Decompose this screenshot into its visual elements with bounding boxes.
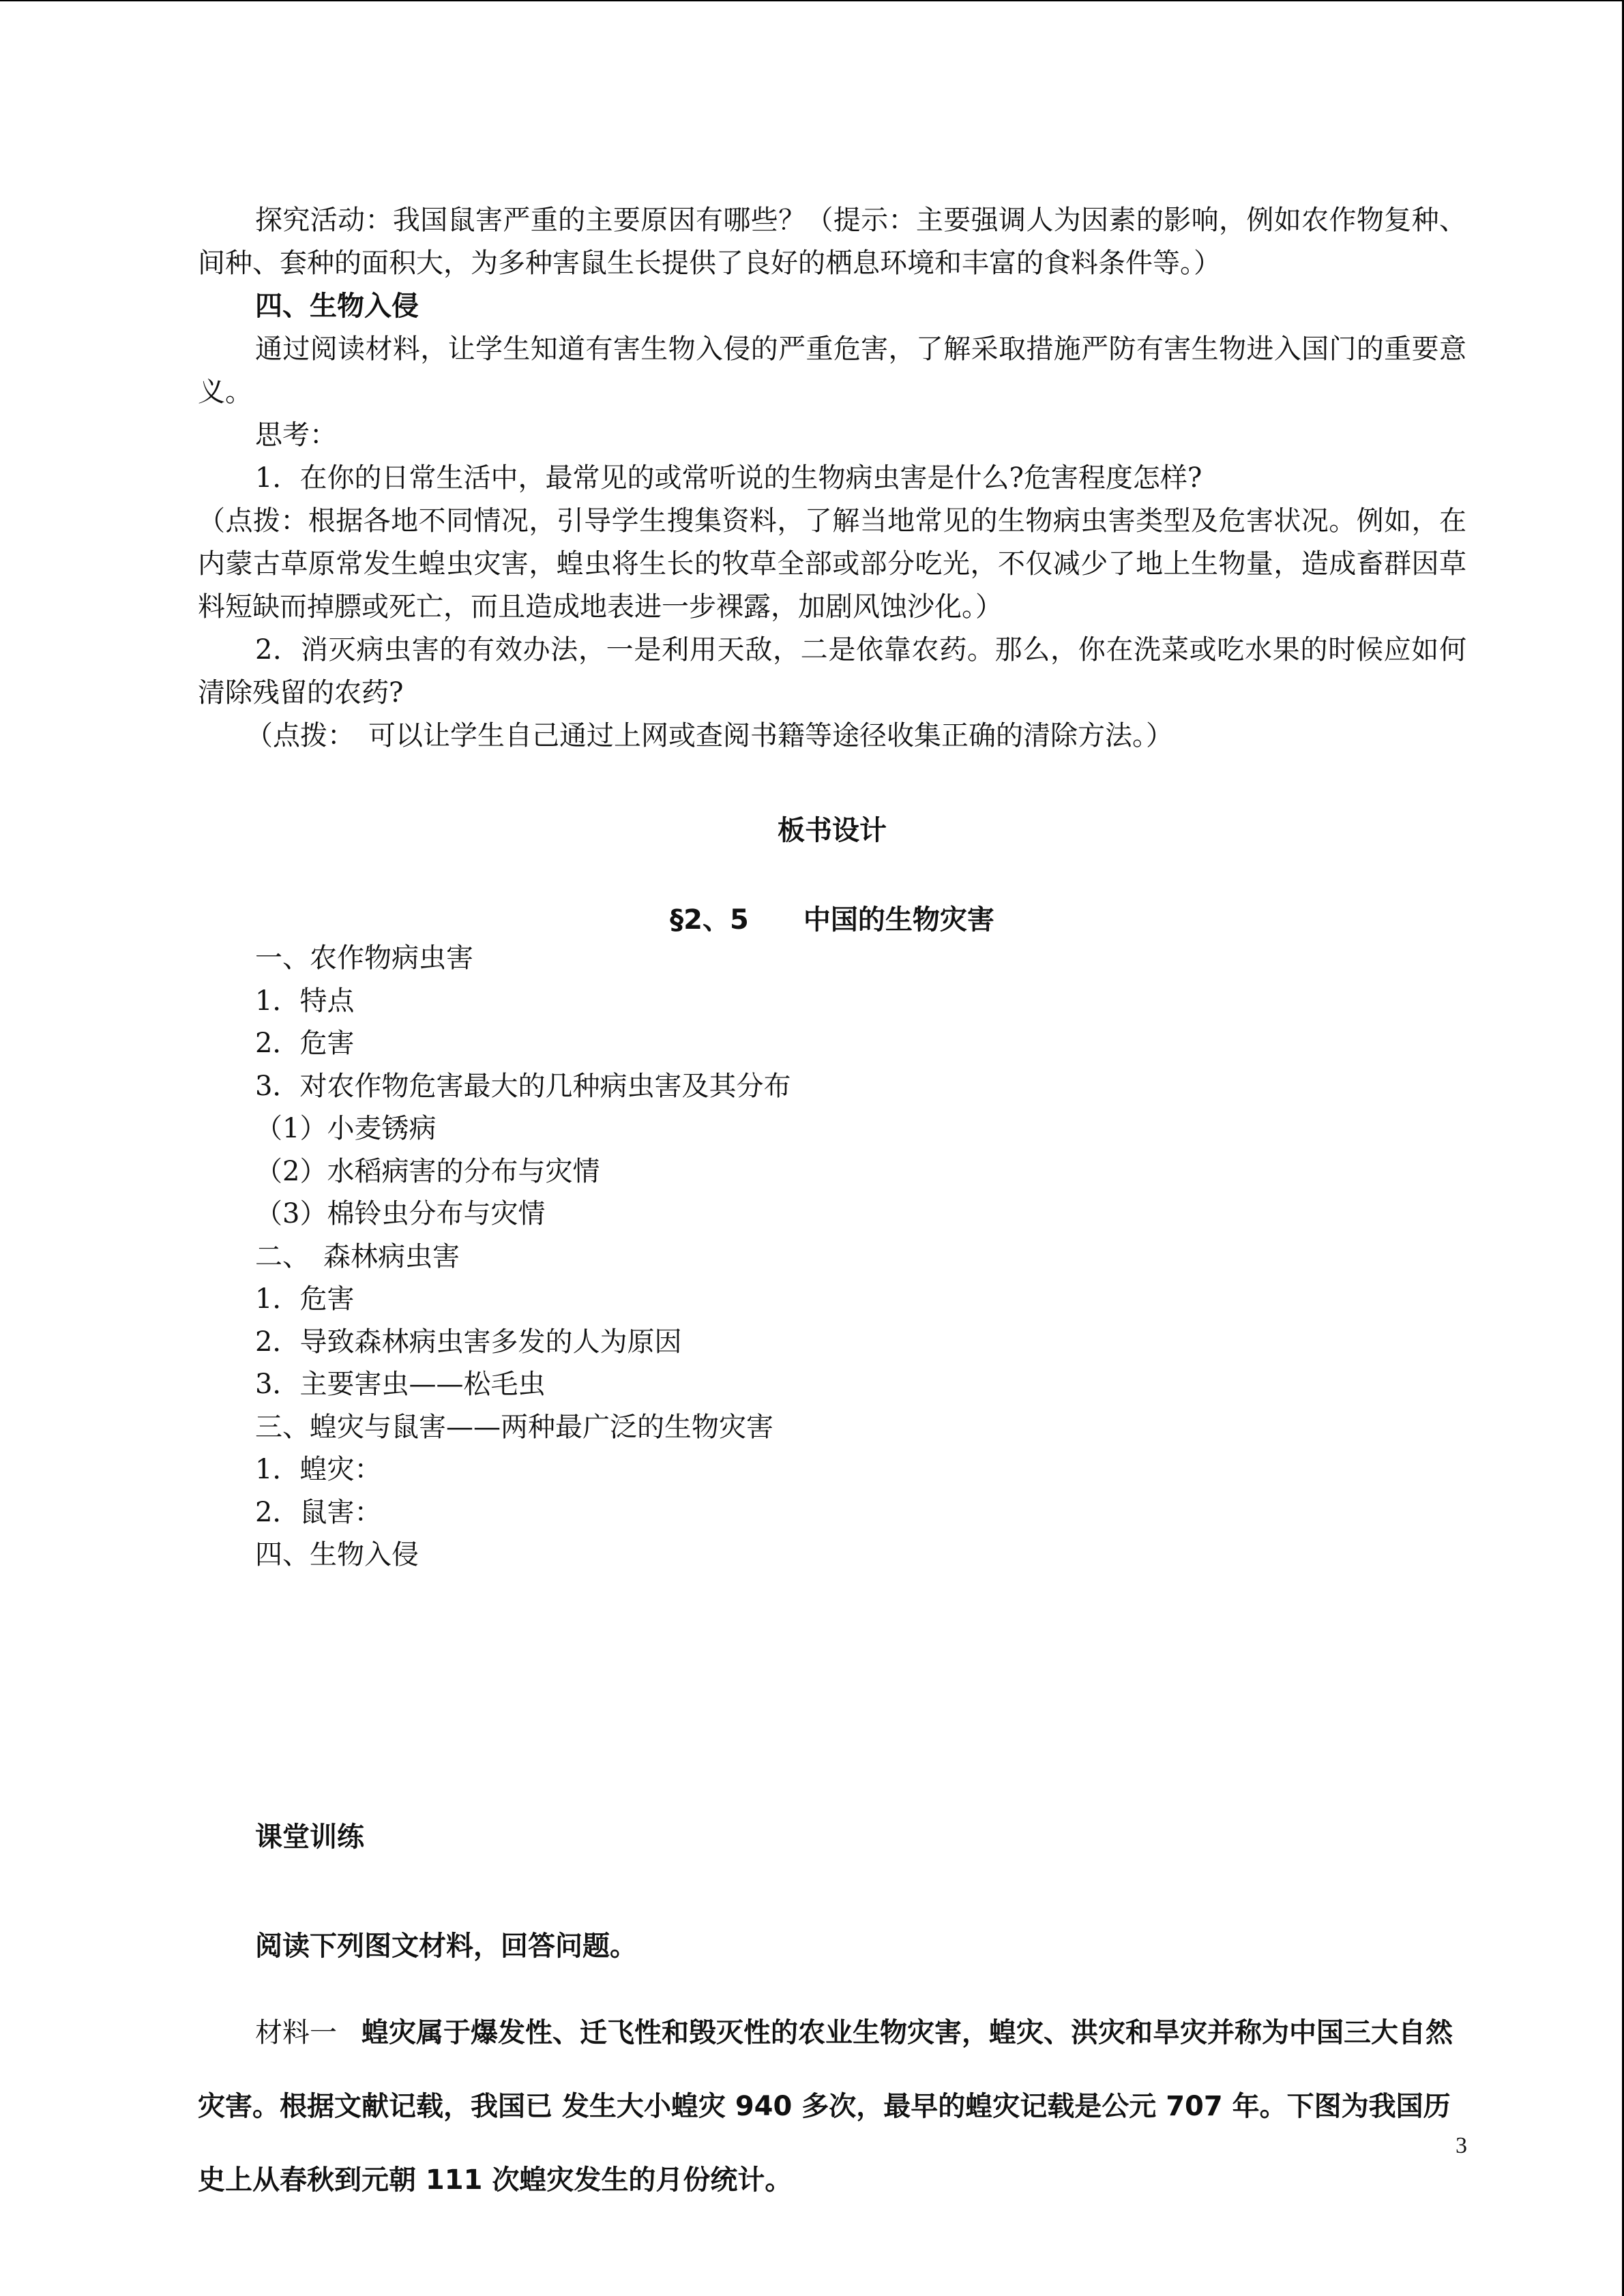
- outline-item: 1．危害: [255, 1283, 355, 1315]
- board-outline: [255, 937, 1415, 1577]
- outline-item: 一、农作物病虫害: [255, 942, 473, 974]
- outline-item: （2）水稻病害的分布与灾情: [255, 1155, 600, 1187]
- explore-activity-text: 探究活动：我国鼠害严重的主要原因有哪些？（提示：主要强调人为因素的影响，例如农作物复种、间种、套种的面积大，为多种害鼠生长提供了良好的栖息环境和丰富的食料条件等。）: [198, 205, 1466, 279]
- outline-item: 二、 森林病虫害: [255, 1240, 460, 1272]
- question-1: 1．在你的日常生活中，最常见的或常听说的生物病虫害是什么?危害程度怎样?: [255, 462, 1202, 494]
- board-design-subtitle: §2、5 中国的生物灾害: [670, 904, 994, 936]
- outline-item: （3）棉铃虫分布与灾情: [255, 1198, 546, 1229]
- outline-item: 2．鼠害：: [255, 1496, 382, 1528]
- material-label: 材料一: [255, 2017, 337, 2048]
- page-content: [198, 199, 1466, 2196]
- question-2: 2．消灭病虫害的有效办法，一是利用天敌，二是依靠农药。那么，你在洗菜或吃水果的时候应如何清除残留的农药?: [198, 634, 1466, 709]
- question-1-hint: （点拨：根据各地不同情况，引导学生搜集资料，了解当地常见的生物病虫害类型及危害状况。例如，在内蒙古草原常发生蝗虫灾害，蝗虫将生长的牧草全部或部分吃光，不仅减少了地上生物量，造成畜群因草料短缺而掉膘或死亡，而且造成地表进一步裸露，加剧风蚀沙化。）: [198, 505, 1466, 623]
- outline-item: 2．危害: [255, 1028, 355, 1059]
- material-text: 蝗灾属于爆发性、迁飞性和毁灭性的农业生物灾害，蝗灾、洪灾和旱灾并称为中国三大自然灾害。根据文献记载，我国已 发生大小蝗灾 940 多次，最早的蝗灾记载是公元 707 年。下图为我国历史上从春秋到元朝 111 次蝗灾发生的月份统计。: [198, 2017, 1453, 2196]
- outline-item: （1）小麦锈病: [255, 1113, 437, 1144]
- practice-label: 课堂训练: [255, 1821, 364, 1853]
- outline-item: 四、生物入侵: [255, 1539, 419, 1570]
- section4-text: 通过阅读材料，让学生知道有害生物入侵的严重危害，了解采取措施严防有害生物进入国门的重要意义。: [198, 333, 1466, 408]
- section4-title: 四、生物入侵: [255, 290, 419, 322]
- think-label: 思考：: [255, 419, 337, 451]
- page-number: 3: [1456, 2133, 1467, 2158]
- outline-item: 2．导致森林病虫害多发的人为原因: [255, 1326, 682, 1358]
- outline-item: 3．主要害虫——松毛虫: [255, 1369, 546, 1400]
- material-one: [198, 1996, 1473, 2217]
- board-design-title: 板书设计: [778, 815, 887, 846]
- outline-item: 1．特点: [255, 985, 355, 1017]
- outline-item: 三、蝗灾与鼠害——两种最广泛的生物灾害: [255, 1411, 773, 1443]
- practice-instruction: 阅读下列图文材料，回答问题。: [255, 1930, 637, 1962]
- outline-item: 3．对农作物危害最大的几种病虫害及其分布: [255, 1070, 791, 1102]
- question-2-hint: （点拨： 可以让学生自己通过上网或查阅书籍等途径收集正确的清除方法。）: [246, 720, 1173, 751]
- outline-item: 1．蝗灾：: [255, 1454, 382, 1485]
- page-top-border: [0, 0, 1624, 1]
